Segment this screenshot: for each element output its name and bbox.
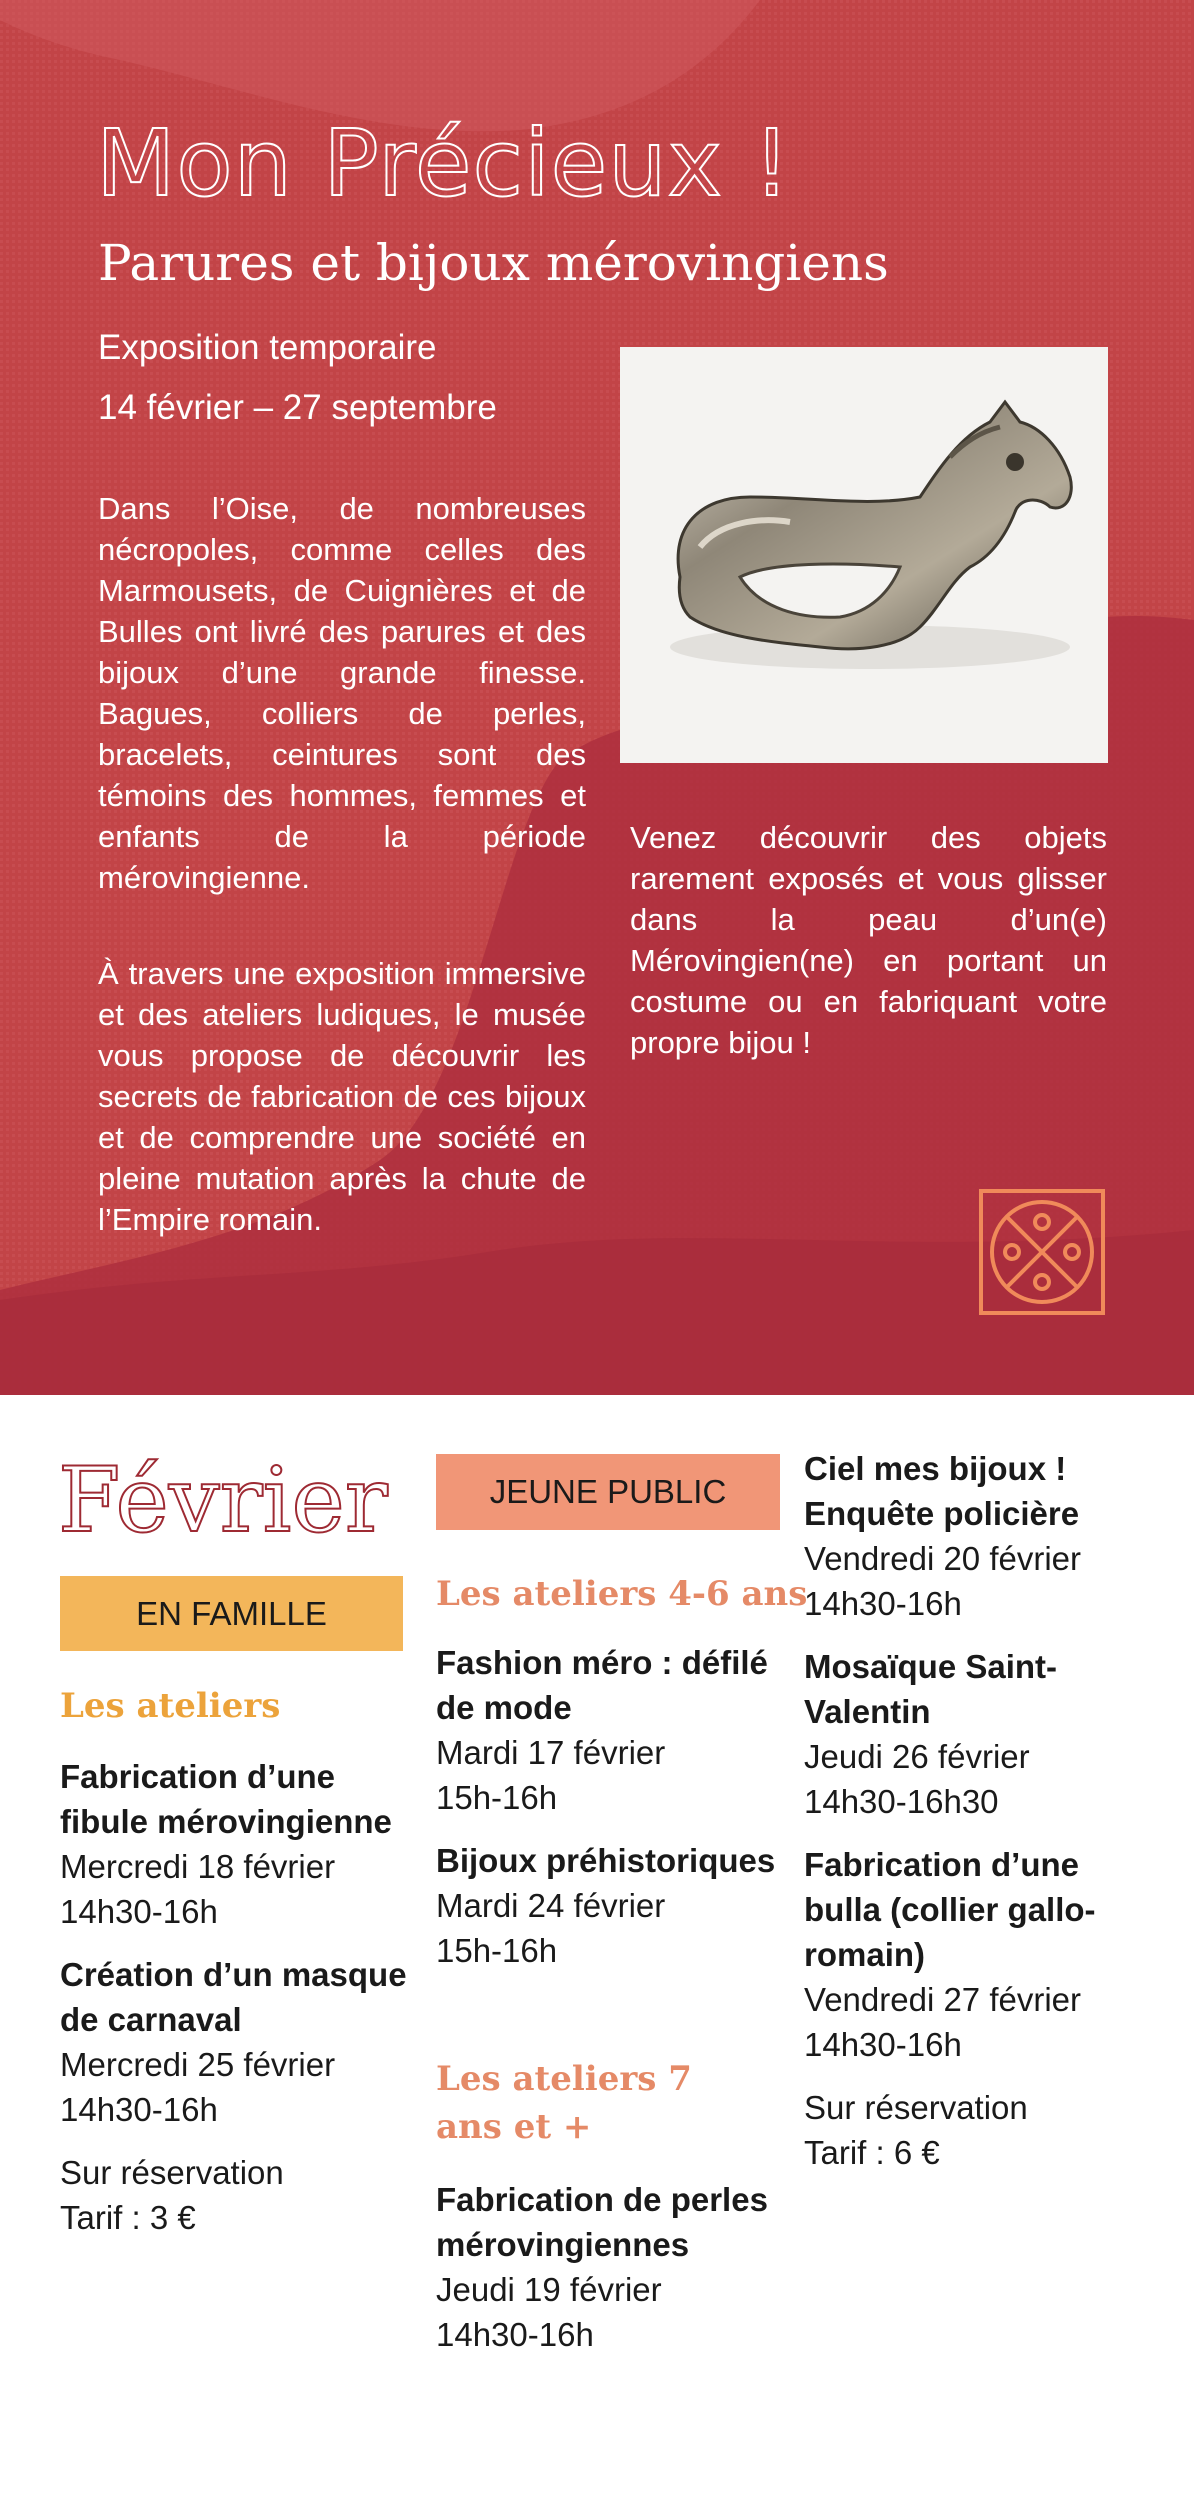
- event-time: 14h30-16h: [436, 2316, 594, 2353]
- merovingian-emblem-icon: [978, 1188, 1106, 1316]
- event-title: Fashion méro : défilé de mode: [436, 1644, 768, 1726]
- invitation-paragraph: Venez découvrir des objets rarement exposés et vous glisser dans la peau d’un(e) Mérovingien(ne) en portant un costume ou en fabriquant votre propre bijou !: [630, 820, 1107, 1060]
- event-title: Ciel mes bijoux ! Enquête policière: [804, 1450, 1080, 1532]
- price-note: Tarif : 6 €: [804, 2134, 940, 2171]
- event-item: [436, 2177, 796, 2357]
- page-subtitle: Parures et bijoux mérovingiens: [98, 234, 889, 292]
- intro-paragraph: Dans l’Oise, de nombreuses nécropoles, comme celles des Marmousets, de Cuignières et de Bulles ont livré des parures et des bijoux d’une grande finesse. Bagues, colliers de perles, bracelets, ceintures sont des témoins des hommes, femmes et enfants de la période mérovingienne.: [98, 491, 586, 895]
- reservation-note: Sur réservation: [804, 2089, 1028, 2126]
- youth-4-6-column: [436, 1640, 796, 1991]
- family-badge: EN FAMILLE: [60, 1576, 403, 1651]
- event-title: Création d’un masque de carnaval: [60, 1956, 407, 2038]
- event-item: [804, 1842, 1164, 2067]
- event-title: Fabrication d’une fibule mérovingienne: [60, 1758, 392, 1840]
- event-time: 15h-16h: [436, 1932, 558, 1969]
- reservation-note: Sur réservation: [60, 2154, 284, 2191]
- event-item: [60, 1952, 420, 2132]
- event-date: Jeudi 19 février: [436, 2271, 662, 2308]
- event-time: 14h30-16h: [804, 1585, 962, 1622]
- exhibition-type: Exposition temporaire: [98, 328, 437, 367]
- event-date: Mercredi 25 février: [60, 2046, 336, 2083]
- event-date: Jeudi 26 février: [804, 1738, 1030, 1775]
- event-title: Fabrication d’une bulla (collier gallo-romain): [804, 1846, 1096, 1973]
- family-notes: [60, 2150, 420, 2240]
- description-paragraph: À travers une exposition immersive et des ateliers ludiques, le musée vous propose de découvrir les secrets de fabrication de ces bijoux et de comprendre une société en pleine mutation après la chute de l’Empire romain.: [98, 956, 586, 1237]
- exhibition-dates: 14 février – 27 septembre: [98, 388, 497, 427]
- event-date: Mardi 17 février: [436, 1734, 666, 1771]
- youth-badge: JEUNE PUBLIC: [436, 1454, 780, 1530]
- event-time: 14h30-16h: [804, 2026, 962, 2063]
- event-item: [436, 1640, 796, 1820]
- page-title: Mon Précieux !: [96, 110, 792, 217]
- horse-brooch-photo: [620, 347, 1108, 763]
- event-time: 14h30-16h: [60, 2091, 218, 2128]
- family-workshops-heading: Les ateliers: [60, 1686, 281, 1726]
- event-date: Mardi 24 février: [436, 1887, 666, 1924]
- event-time: 14h30-16h30: [804, 1783, 999, 1820]
- workshops-7-plus-heading: Les ateliers 7 ans et +: [436, 2059, 692, 2147]
- youth-7-plus-column: [436, 2177, 796, 2375]
- event-date: Vendredi 20 février: [804, 1540, 1082, 1577]
- event-item: [60, 1754, 420, 1934]
- event-title: Bijoux préhistoriques: [436, 1842, 776, 1879]
- workshops-4-6-heading: Les ateliers 4-6 ans: [436, 1574, 808, 1614]
- event-item: [436, 1838, 796, 1973]
- event-date: Vendredi 27 février: [804, 1981, 1082, 2018]
- event-item: [804, 1644, 1164, 1824]
- event-time: 15h-16h: [436, 1779, 558, 1816]
- youth-column-continued: [804, 1446, 1164, 2175]
- event-item: [804, 1446, 1164, 1626]
- event-date: Mercredi 18 février: [60, 1848, 336, 1885]
- youth-notes: [804, 2085, 1164, 2175]
- month-heading: Février: [58, 1448, 388, 1553]
- price-note: Tarif : 3 €: [60, 2199, 196, 2236]
- event-title: Mosaïque Saint-Valentin: [804, 1648, 1058, 1730]
- event-title: Fabrication de perles mérovingiennes: [436, 2181, 768, 2263]
- family-column: [60, 1754, 420, 2240]
- event-time: 14h30-16h: [60, 1893, 218, 1930]
